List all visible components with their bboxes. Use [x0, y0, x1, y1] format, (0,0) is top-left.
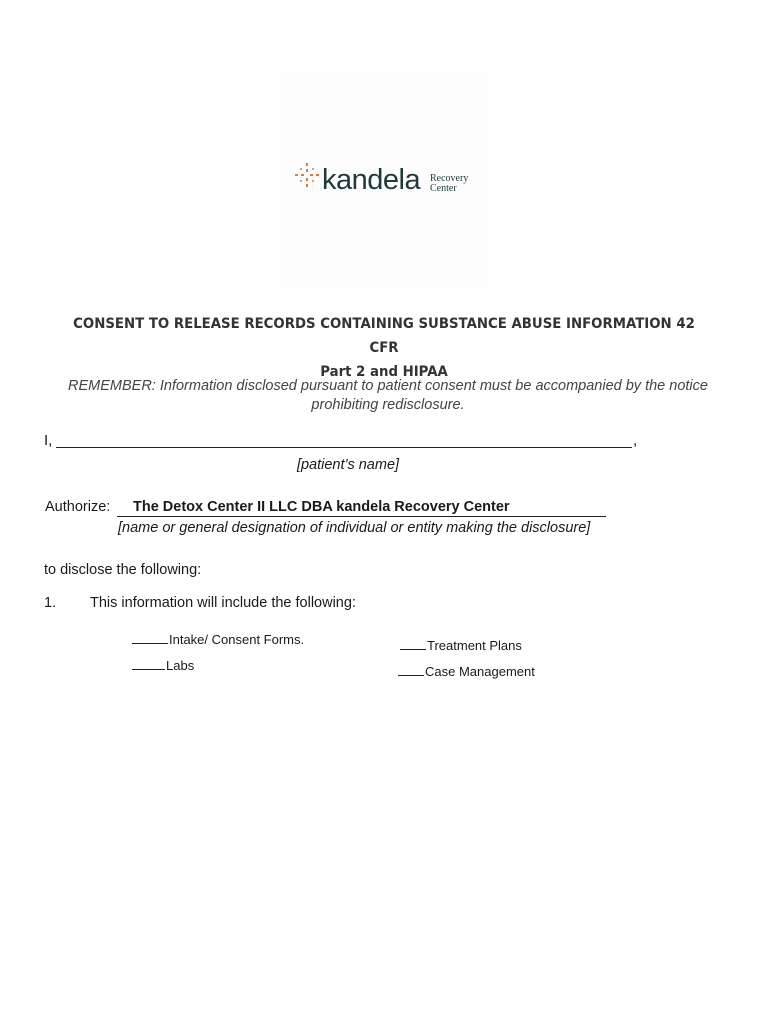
sparkle-dots-icon — [295, 163, 319, 187]
document-title — [57, 312, 711, 384]
patient-suffix: , — [633, 432, 638, 449]
option-label: Treatment Plans — [427, 638, 522, 653]
patient-prefix: I, — [44, 432, 53, 449]
option-label: Case Management — [425, 664, 535, 679]
item-text: This information will include the following: — [90, 595, 356, 611]
remember-notice: REMEMBER: Information disclosed pursuant to patient consent must be accompanied by the notice prohibiting redisclosure. — [68, 378, 708, 413]
option-labs[interactable] — [132, 657, 194, 673]
option-case-management[interactable] — [398, 663, 535, 679]
logo-subtitle-line2: Center — [430, 183, 457, 194]
authorize-label: Authorize: — [45, 499, 111, 515]
patient-name-caption: [patient’s name] — [296, 457, 400, 473]
authorize-caption: [name or general designation of individual or entity making the disclosure] — [118, 520, 591, 536]
option-blank[interactable] — [400, 637, 426, 650]
document-title-line2: Part 2 and HIPAA — [320, 364, 448, 380]
document-title-line1: CONSENT TO RELEASE RECORDS CONTAINING SUBSTANCE ABUSE INFORMATION 42 CFR — [73, 316, 695, 356]
option-label: Intake/ Consent Forms. — [169, 632, 305, 647]
disclose-text: to disclose the following: — [44, 562, 202, 578]
authorize-entity-field[interactable]: The Detox Center II LLC DBA kandela Recovery Center — [117, 499, 606, 517]
option-blank[interactable] — [398, 663, 424, 676]
option-treatment-plans[interactable] — [400, 637, 522, 653]
logo-subtitle — [430, 174, 468, 194]
option-intake-consent[interactable] — [132, 631, 304, 647]
patient-name-field[interactable] — [56, 447, 632, 448]
logo-subtitle-line1: Recovery — [430, 173, 469, 184]
option-blank[interactable] — [132, 657, 165, 670]
option-blank[interactable] — [132, 631, 168, 644]
logo-wordmark: kandela — [322, 164, 421, 196]
option-label: Labs — [166, 658, 195, 673]
item-number: 1. — [44, 595, 57, 611]
